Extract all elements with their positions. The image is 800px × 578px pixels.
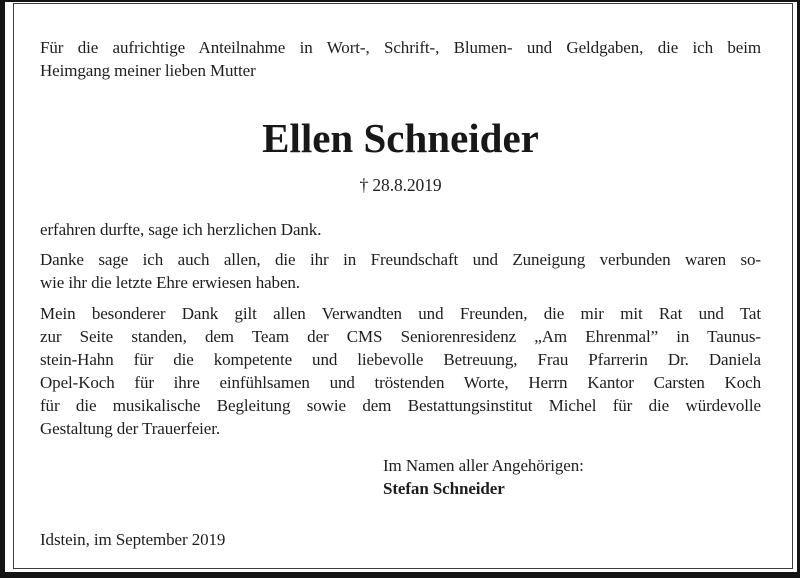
friendship-paragraph <box>40 248 761 294</box>
text-line: Danke sage ich auch allen, die ihr in Freundschaft und Zuneigung verbunden waren so- <box>40 250 761 269</box>
notice-border-frame <box>13 3 793 569</box>
special-thanks-paragraph <box>40 302 761 440</box>
signatory-name: Stefan Schneider <box>383 479 505 498</box>
notice-paper <box>5 2 797 572</box>
death-date: 28.8.2019 <box>372 175 442 195</box>
cross-dagger-icon: † <box>359 175 369 195</box>
text-line: erfahren durfte, sage ich herzlichen Dank. <box>40 220 322 239</box>
deceased-name: Ellen Schneider <box>262 115 539 161</box>
in-name-of-line: Im Namen aller Angehörigen: <box>383 456 584 475</box>
thanks-paragraph <box>40 218 761 241</box>
text-line: stein-Hahn für die kompetente und liebevolle Betreuung, Frau Pfarrerin Dr. Daniela <box>40 350 761 369</box>
text-line: zur Seite standen, dem Team der CMS Seniorenresidenz „Am Ehrenmal” in Taunus- <box>40 327 761 346</box>
text-line: Für die aufrichtige Anteilnahme in Wort-, Schrift-, Blumen- und Geldgaben, die ich beim <box>40 38 761 57</box>
text-line: Mein besonderer Dank gilt allen Verwandten und Freunden, die mir mit Rat und Tat <box>40 304 761 323</box>
text-line: Opel-Koch für ihre einfühlsamen und tröstenden Worte, Herrn Kantor Carsten Koch <box>40 373 761 392</box>
text-line: Gestaltung der Trauerfeier. <box>40 419 221 438</box>
death-date-line <box>40 175 761 195</box>
intro-paragraph <box>40 36 761 82</box>
notice-content <box>14 4 792 568</box>
text-line: wie ihr die letzte Ehre erwiesen haben. <box>40 273 300 292</box>
text-line: Heimgang meiner lieben Mutter <box>40 61 256 80</box>
text-line: für die musikalische Begleitung sowie dem Bestattungsinstitut Michel für die würdevolle <box>40 396 761 415</box>
place-date-line: Idstein, im September 2019 <box>40 530 226 549</box>
closing-block <box>40 454 761 500</box>
